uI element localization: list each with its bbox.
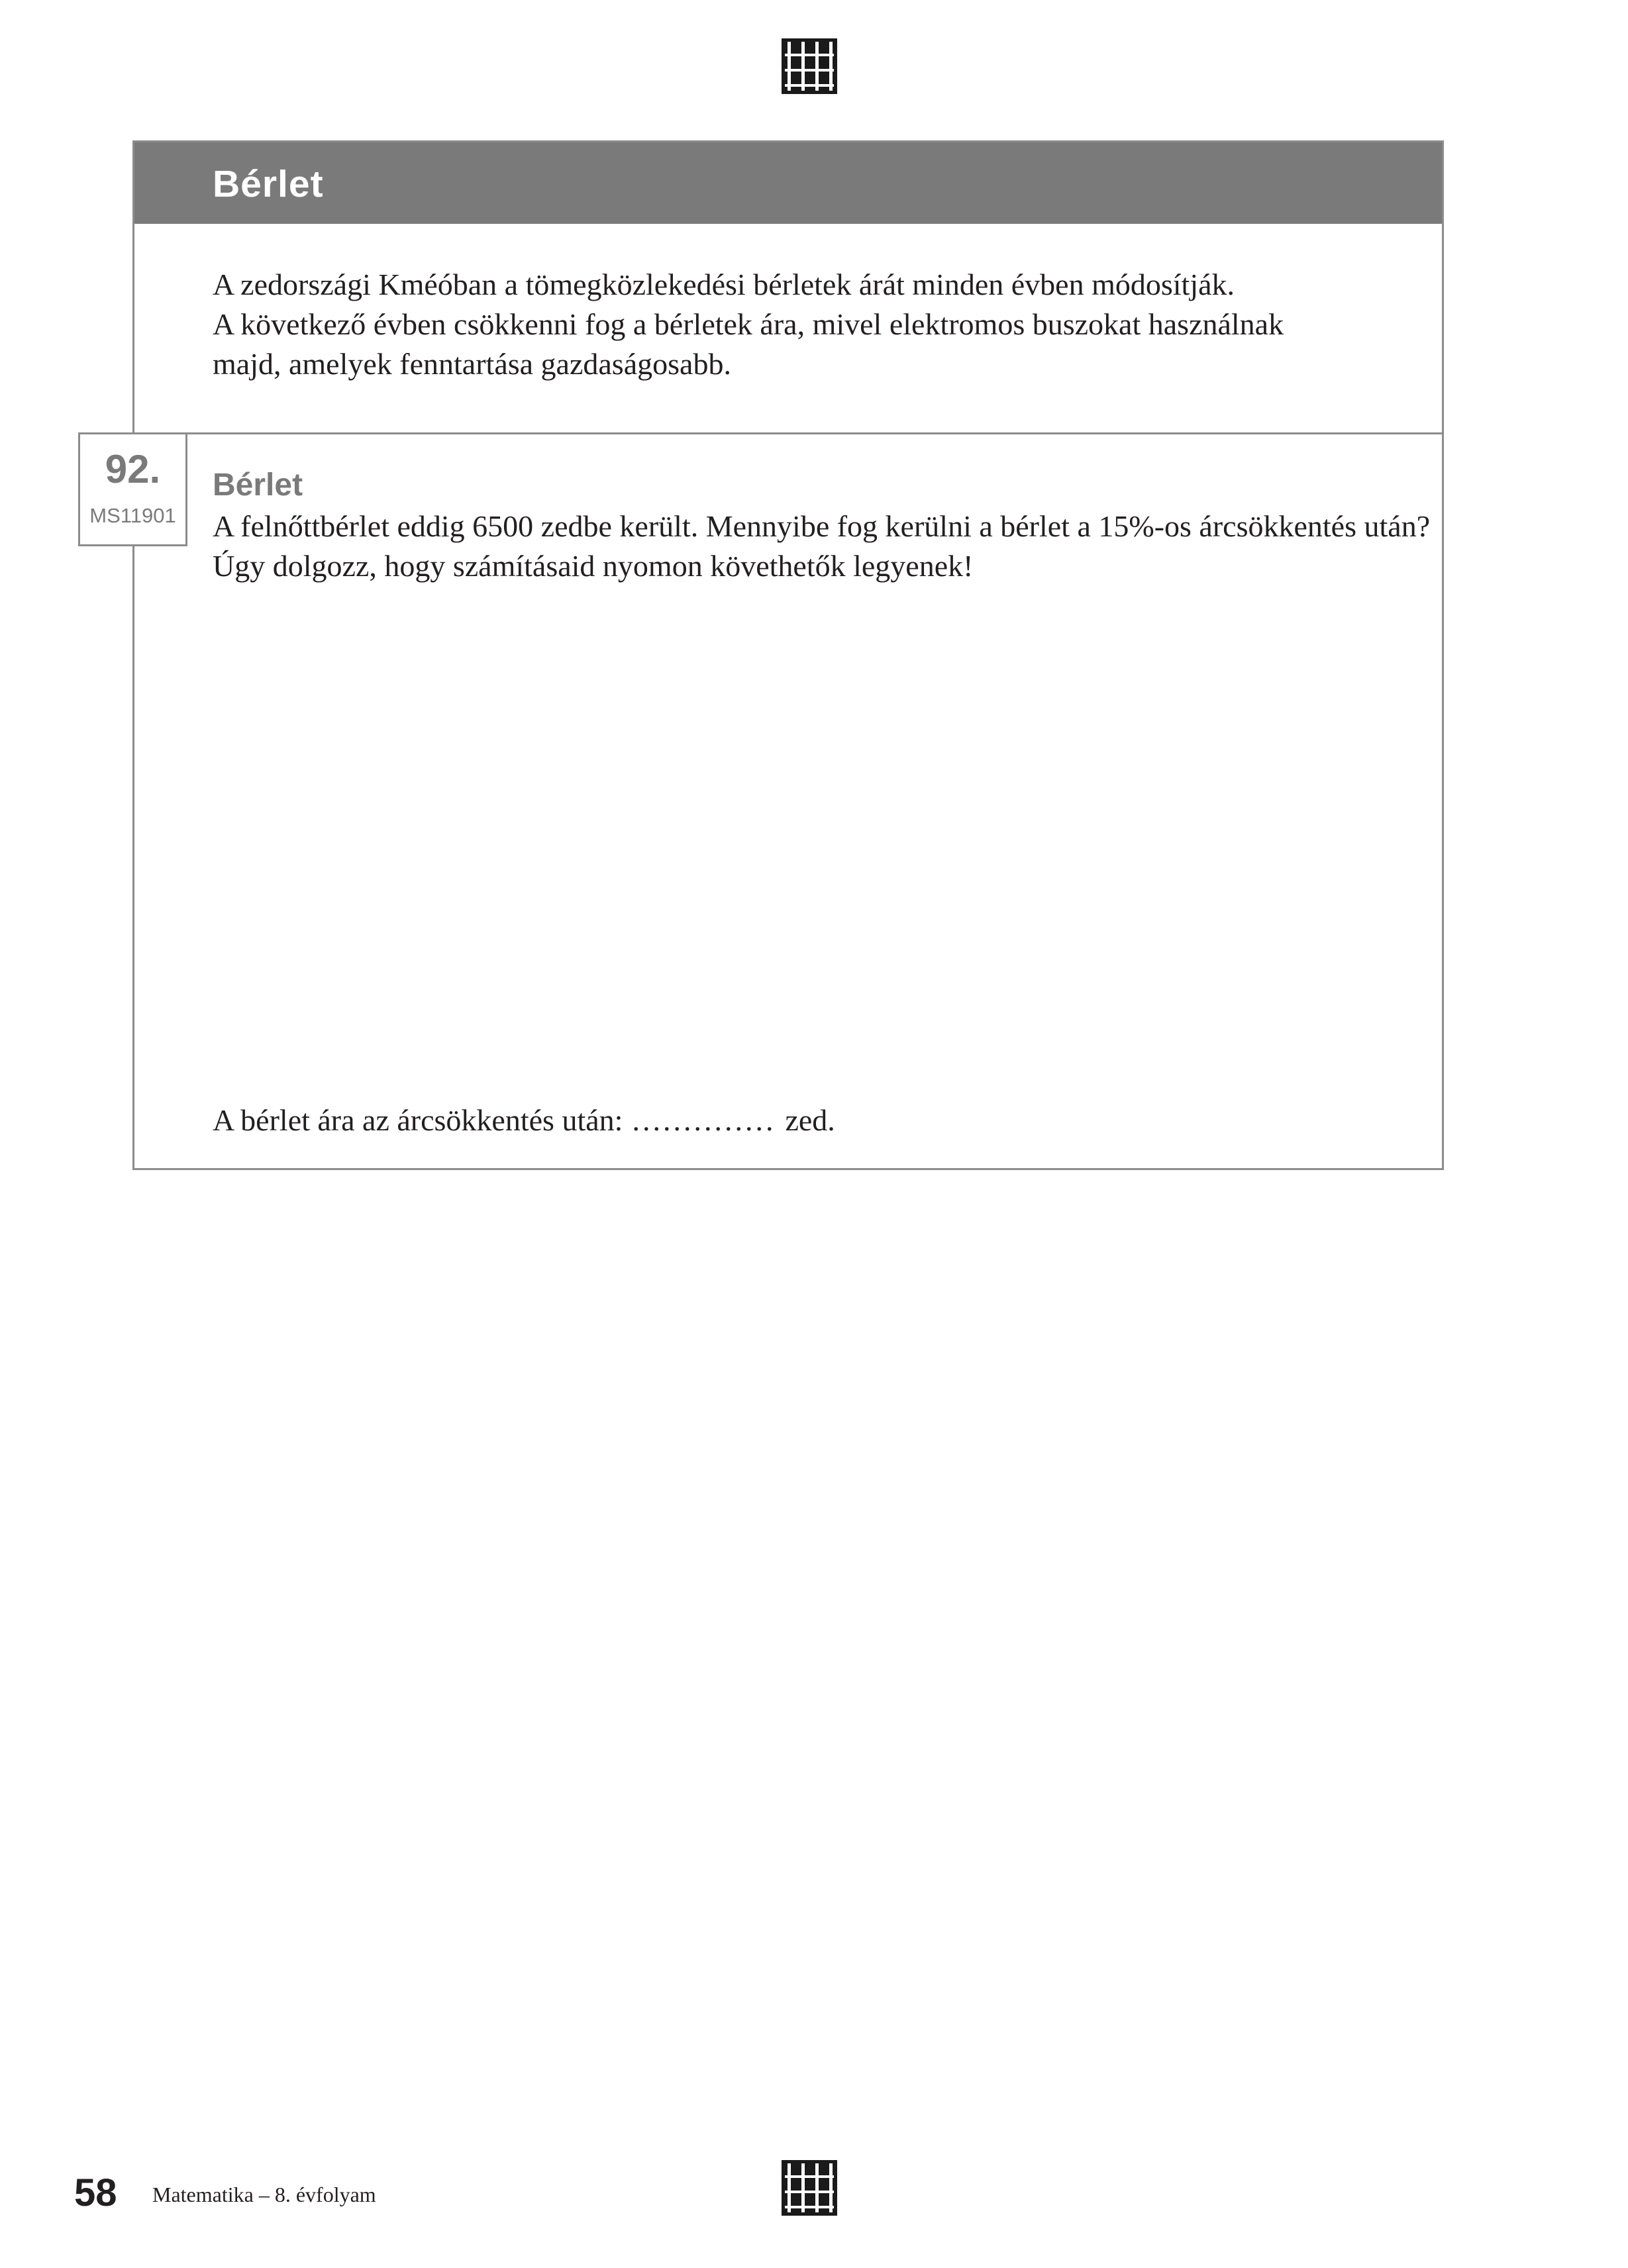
- answer-unit: zed.: [785, 1103, 835, 1137]
- question-title: Bérlet: [213, 468, 303, 503]
- question-number: 92.: [105, 447, 161, 491]
- datamatrix-code-bottom: [782, 2160, 837, 2216]
- footer-label: Matematika – 8. évfolyam: [152, 2183, 376, 2206]
- intro-text: [213, 265, 1405, 384]
- question-number-box: [78, 432, 187, 546]
- answer-line: [213, 1103, 835, 1138]
- intro-line: A zedországi Kméóban a tömegközlekedési bérletek árát minden évben módosítják.: [213, 268, 1235, 301]
- question-text: A felnőttbérlet eddig 6500 zedbe került. Mennyibe fog kerülni a bérlet a 15%-os árcsökkentés után? Úgy dolgozz, hogy számításaid nyomon követhetők legyenek!: [213, 509, 1431, 583]
- task-banner: [134, 142, 1442, 224]
- intro-line: majd, amelyek fenntartása gazdaságosabb.: [213, 347, 731, 381]
- task-box: [132, 140, 1444, 1170]
- answer-blank[interactable]: ..............: [632, 1103, 776, 1137]
- question-code: MS11901: [89, 504, 176, 527]
- section-divider: [134, 432, 1442, 434]
- answer-label: A bérlet ára az árcsökkentés után:: [213, 1103, 623, 1137]
- intro-line: A következő évben csökkenni fog a bérletek ára, mivel elektromos buszokat használnak: [213, 307, 1284, 341]
- banner-title: Bérlet: [213, 163, 324, 205]
- page-number: 58: [74, 2171, 117, 2214]
- datamatrix-code-top: [782, 38, 837, 94]
